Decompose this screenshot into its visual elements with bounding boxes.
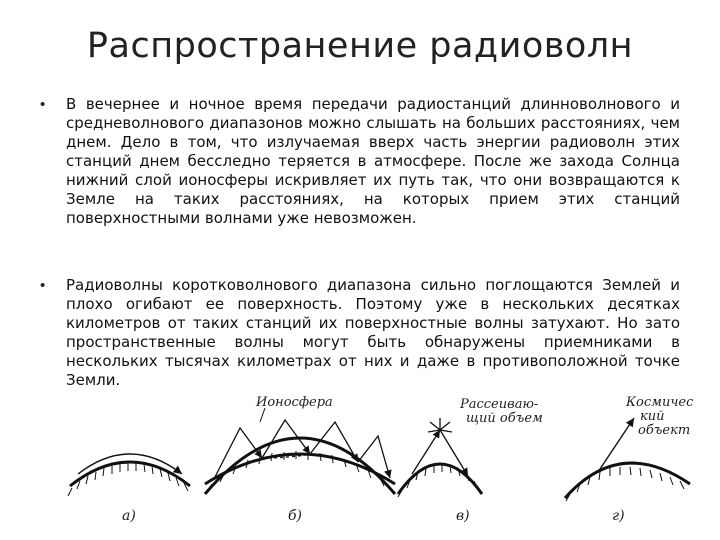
radio-propagation-figure: [0, 392, 720, 540]
bullet-text: Радиоволны коротковолнового диапазона сильно поглощаются Землей и плохо огибают ее поверхность. Поэтому уже в нескольких десятках километров от таких станций их поверхностные волны затухают. Но зато пространственные волны могут быть обнаружены приемниками в нескольких тысячах километрах от них и даже в противоположной точке Земли.: [66, 276, 680, 389]
bullet-marker: •: [40, 277, 46, 294]
cosmic-object-label-line2: кий: [640, 409, 665, 424]
panel-d-label: г): [612, 508, 625, 524]
panel-c-label: в): [456, 508, 470, 524]
bullet-item: [40, 276, 680, 390]
scatter-volume-label-line1: Рассеиваю-: [460, 397, 539, 412]
panel-a-surface-wave: [68, 454, 190, 524]
panel-b-label: б): [288, 508, 303, 524]
bullet-text: В вечернее и ночное время передачи радиостанций длинноволнового и средневолнового диапазонов можно слышать на больших расстояниях, чем днем. Дело в том, что излучаемая вверх часть энергии радиоволн этих станций днем бесследно теряется в атмосфере. После же захода Солнца нижний слой ионосферы искривляет их путь так, что они возвращаются к Земле на таких расстояниях, на которых прием этих станций поверхностными волнами уже невозможен.: [66, 95, 680, 227]
panel-d-cosmic-object: [565, 395, 694, 524]
cosmic-object-label-line1: Космичес: [626, 395, 694, 410]
panel-b-ionosphere: [205, 395, 395, 524]
bullet-marker: •: [40, 96, 46, 113]
scatter-volume-label-line2: щий объем: [466, 411, 543, 426]
panel-c-scatter: [398, 397, 543, 524]
bullet-item: [40, 95, 680, 228]
slide-title: Распространение радиоволн: [86, 26, 634, 66]
ionosphere-label: Ионосфера: [256, 395, 333, 410]
cosmic-object-label-line3: объект: [638, 423, 691, 438]
panel-a-label: а): [122, 508, 136, 524]
